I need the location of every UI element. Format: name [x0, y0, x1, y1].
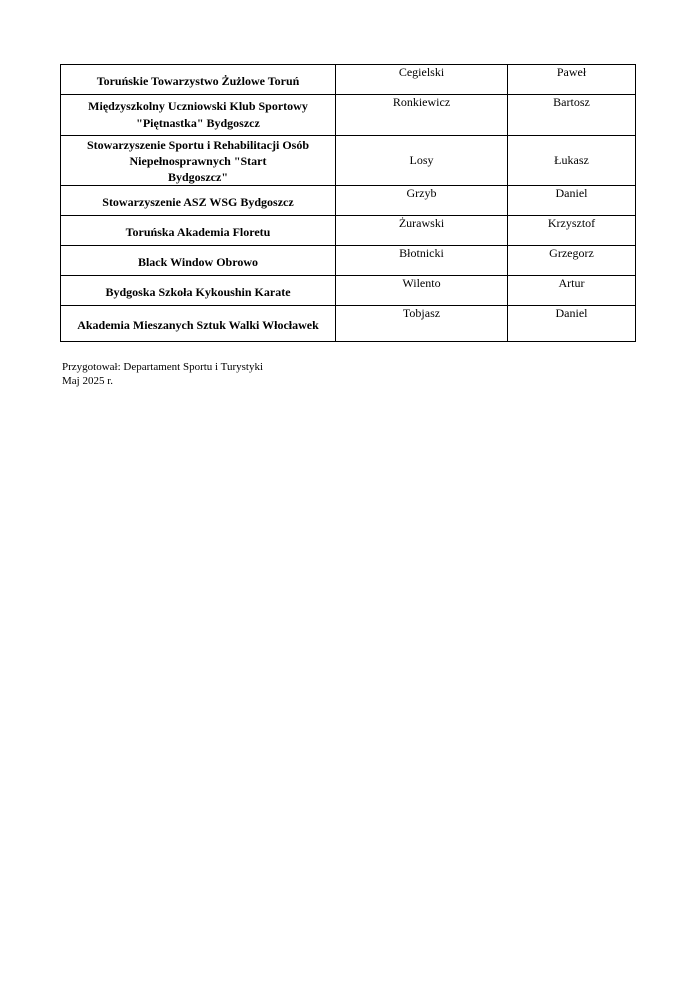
table-row [61, 276, 636, 306]
club-name-cell [61, 246, 336, 276]
surname-cell: Tobjasz [336, 306, 508, 342]
club-name: Toruńskie Towarzystwo Żużlowe Toruń [96, 73, 300, 88]
table-row [61, 136, 636, 186]
surname-cell: Wilento [336, 276, 508, 306]
surname-cell: Losy [336, 136, 508, 186]
table-row [61, 65, 636, 95]
first-name-cell: Daniel [508, 186, 636, 216]
first-name-cell: Krzysztof [508, 216, 636, 246]
prepared-by-text: Przygotował: Departament Sportu i Turystyki [62, 361, 264, 373]
surname-cell: Grzyb [336, 186, 508, 216]
club-name-cell [61, 65, 336, 95]
club-name-cell [61, 306, 336, 342]
club-name: Toruńska Akademia Floretu [125, 224, 271, 239]
club-name-cell [61, 216, 336, 246]
surname-cell: Cegielski [336, 65, 508, 95]
clubs-table [60, 64, 636, 342]
club-name [61, 98, 335, 132]
club-name: Akademia Mieszanych Sztuk Walki Włocławek [77, 317, 319, 332]
first-name-cell: Artur [508, 276, 636, 306]
club-name-line-1: Stowarzyszenie Sportu i Rehabilitacji Osób [87, 137, 309, 152]
surname-cell: Ronkiewicz [336, 95, 508, 136]
first-name-cell: Bartosz [508, 95, 636, 136]
table-row [61, 216, 636, 246]
table-row [61, 95, 636, 136]
club-name-line-1: Międzyszkolny Uczniowski Klub Sportowy [88, 99, 308, 113]
club-name-cell [61, 186, 336, 216]
table-row [61, 306, 636, 342]
first-name-cell: Daniel [508, 306, 636, 342]
surname-cell: Błotnicki [336, 246, 508, 276]
table-row [61, 186, 636, 216]
first-name-cell: Grzegorz [508, 246, 636, 276]
club-name-line-2: "Piętnastka" Bydgoszcz [136, 116, 260, 130]
club-name: Stowarzyszenie ASZ WSG Bydgoszcz [102, 194, 294, 209]
document-footer [62, 360, 263, 388]
table-row [61, 246, 636, 276]
surname-cell: Żurawski [336, 216, 508, 246]
club-name-line-2: Niepełnosprawnych "Start [129, 153, 267, 168]
club-name-cell [61, 276, 336, 306]
club-name [61, 137, 335, 185]
club-name-line-3: Bydgoszcz" [168, 169, 228, 184]
first-name-cell: Łukasz [508, 136, 636, 186]
club-name: Bydgoska Szkoła Kykoushin Karate [105, 284, 291, 299]
club-name-cell [61, 95, 336, 136]
club-name-cell [61, 136, 336, 186]
first-name-cell: Paweł [508, 65, 636, 95]
club-name: Black Window Obrowo [137, 254, 259, 269]
date-text: Maj 2025 r. [62, 375, 114, 387]
